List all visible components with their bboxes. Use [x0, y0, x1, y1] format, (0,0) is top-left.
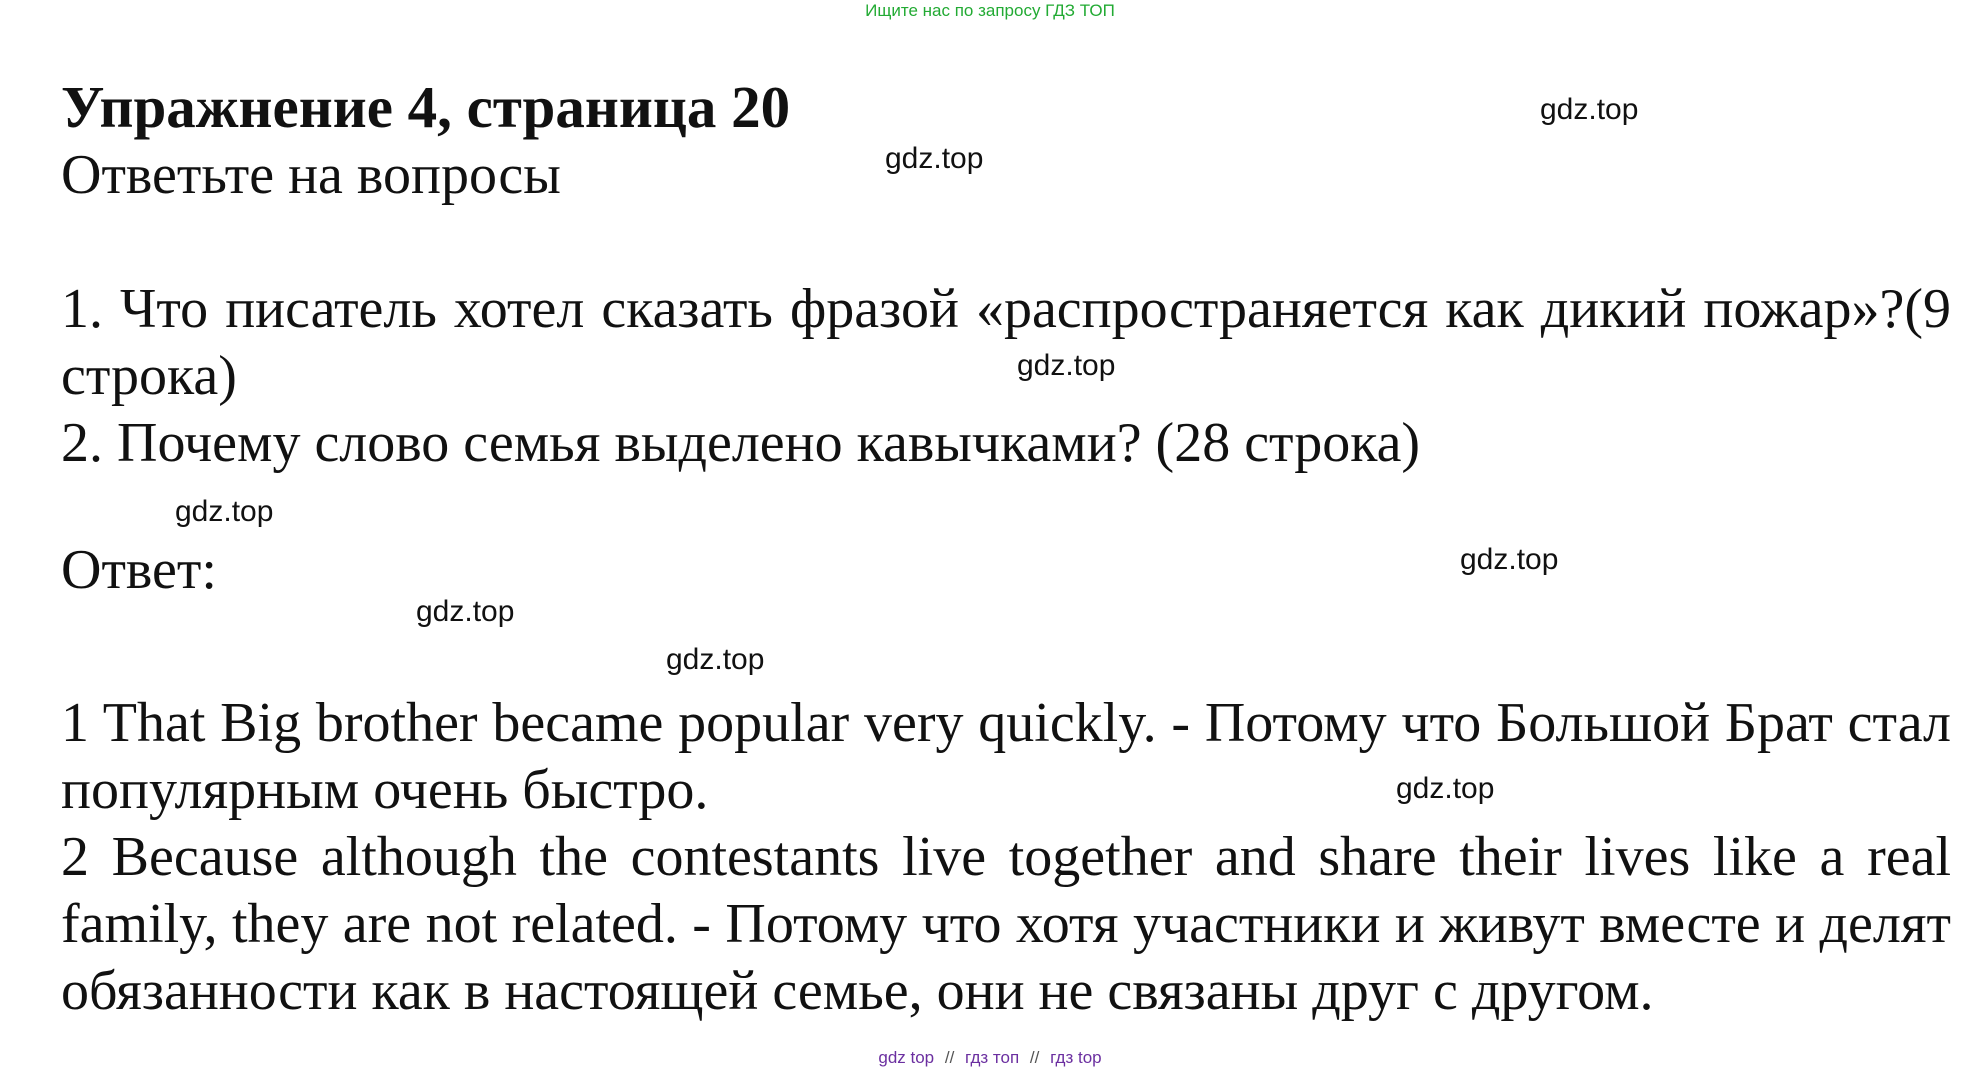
watermark-label: gdz.top [175, 495, 274, 528]
footer-separator: // [944, 1048, 955, 1067]
watermark-label: gdz.top [885, 142, 984, 175]
watermark-label: gdz.top [1396, 772, 1495, 805]
answer-label: Ответ: [61, 539, 217, 601]
footer-link-1[interactable]: gdz top [878, 1048, 935, 1067]
footer-link-2[interactable]: гдз топ [965, 1048, 1020, 1067]
watermark-label: gdz.top [1460, 543, 1559, 576]
question-1: 1. Что писатель хотел сказать фразой «распространяется как дикий пожар»?(9 строка) [61, 278, 1951, 407]
watermark-label: gdz.top [1017, 349, 1116, 382]
footer-separator: // [1029, 1048, 1040, 1067]
question-2: 2. Почему слово семья выделено кавычками? (28 строка) [61, 412, 1421, 474]
answer-1: 1 That Big brother became popular very quickly. - Потому что Большой Брат стал популярным очень быстро. [61, 692, 1951, 821]
footer-link-3[interactable]: гдз top [1050, 1048, 1102, 1067]
watermark-label: gdz.top [416, 595, 515, 628]
exercise-instruction: Ответьте на вопросы [61, 144, 561, 206]
exercise-content [61, 72, 1951, 1025]
top-banner[interactable] [0, 1, 1980, 21]
exercise-title: Упражнение 4, страница 20 [61, 74, 791, 140]
footer-links [0, 1048, 1980, 1068]
answer-2: 2 Because although the contestants live together and share their lives like a real family, they are not related. - Потому что хотя участники и живут вместе и делят обязанности как в настоящей семье, они не связаны друг с другом. [61, 826, 1951, 1022]
top-banner-text[interactable]: Ищите нас по запросу ГДЗ ТОП [865, 1, 1115, 20]
watermark-label: gdz.top [1540, 93, 1639, 126]
watermark-label: gdz.top [666, 643, 765, 676]
